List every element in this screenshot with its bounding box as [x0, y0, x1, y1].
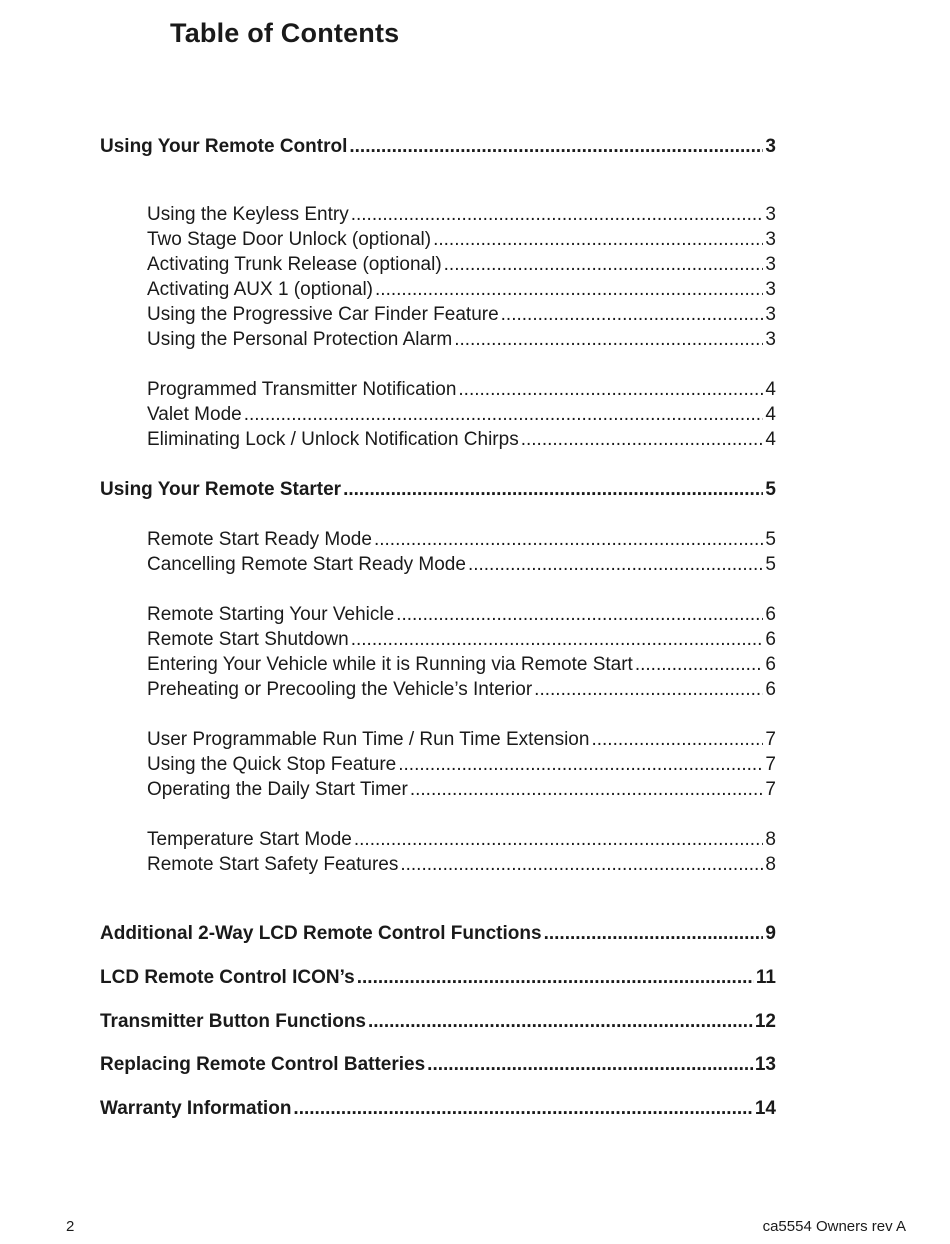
toc-entry-label: Operating the Daily Start Timer — [147, 779, 408, 800]
toc-entry-page: 6 — [765, 679, 776, 700]
toc-entry[interactable] — [147, 529, 776, 551]
toc-entry-page: 8 — [765, 854, 776, 875]
toc-entry-page: 7 — [765, 779, 776, 800]
dot-leader — [357, 967, 754, 989]
toc-entry-label: Remote Starting Your Vehicle — [147, 604, 395, 625]
toc-entry[interactable] — [147, 254, 776, 276]
dot-leader — [433, 229, 763, 251]
dot-leader — [410, 779, 764, 801]
toc-entry-label: Temperature Start Mode — [147, 829, 352, 850]
toc-entry-page: 6 — [765, 604, 776, 625]
toc-entry-page: 3 — [765, 204, 776, 225]
toc-entry[interactable] — [147, 729, 776, 751]
toc-entry[interactable] — [147, 429, 776, 451]
toc-entry-label: Using the Keyless Entry — [147, 204, 349, 225]
toc-entry[interactable] — [147, 654, 776, 676]
toc-entry-main[interactable] — [100, 967, 776, 989]
dot-leader — [349, 136, 763, 158]
dot-leader — [427, 1054, 753, 1076]
dot-leader — [293, 1098, 752, 1120]
toc-entry-label: User Programmable Run Time / Run Time Extension — [147, 729, 590, 750]
toc-entry[interactable] — [147, 854, 776, 876]
toc-entry-page: 13 — [754, 1054, 776, 1075]
dot-leader — [396, 604, 763, 626]
toc-entry-page: 12 — [754, 1011, 776, 1032]
page-title: Table of Contents — [170, 18, 400, 48]
toc-entry-page: 5 — [765, 554, 776, 575]
toc-entry[interactable] — [147, 754, 776, 776]
toc-entry-page: 8 — [765, 829, 776, 850]
toc-entry[interactable] — [147, 404, 776, 426]
toc-entry[interactable] — [147, 554, 776, 576]
toc-entry-label: Replacing Remote Control Batteries — [100, 1054, 426, 1075]
toc-entry-page: 5 — [765, 479, 776, 500]
toc-entry[interactable] — [147, 779, 776, 801]
toc-entry-label: Cancelling Remote Start Ready Mode — [147, 554, 466, 575]
toc-entry-main[interactable] — [100, 923, 776, 945]
toc-entry-main[interactable] — [100, 136, 776, 158]
dot-leader — [343, 479, 763, 501]
toc-entry-label: Using the Progressive Car Finder Feature — [147, 304, 499, 325]
dot-leader — [375, 279, 763, 301]
toc-entry-label: Warranty Information — [100, 1098, 292, 1119]
toc-entry-label: Two Stage Door Unlock (optional) — [147, 229, 432, 250]
dot-leader — [468, 554, 763, 576]
toc-entry-label: Programmed Transmitter Notification — [147, 379, 457, 400]
dot-leader — [400, 854, 763, 876]
toc-entry-label: Transmitter Button Functions — [100, 1011, 366, 1032]
toc-entry-main[interactable] — [100, 1098, 776, 1120]
toc-entry-label: Remote Start Shutdown — [147, 629, 349, 650]
toc-entry[interactable] — [147, 204, 776, 226]
toc-entry-page: 7 — [765, 754, 776, 775]
toc-entry[interactable] — [147, 329, 776, 351]
toc-entry[interactable] — [147, 604, 776, 626]
toc-entry-page: 3 — [765, 136, 776, 157]
footer-doc-id: ca5554 Owners rev A — [762, 1218, 906, 1235]
toc-entry-label: Using the Personal Protection Alarm — [147, 329, 453, 350]
toc-entry-label: Additional 2-Way LCD Remote Control Functions — [100, 923, 542, 944]
toc-entry[interactable] — [147, 629, 776, 651]
toc-entry-page: 6 — [765, 654, 776, 675]
footer-page-number: 2 — [66, 1218, 75, 1235]
toc-entry[interactable] — [147, 304, 776, 326]
dot-leader — [374, 529, 763, 551]
dot-leader — [354, 829, 764, 851]
dot-leader — [458, 379, 763, 401]
dot-leader — [534, 679, 763, 701]
toc-entry-page: 4 — [765, 379, 776, 400]
toc-entry-label: Activating AUX 1 (optional) — [147, 279, 374, 300]
toc-entry-label: Preheating or Precooling the Vehicle’s Interior — [147, 679, 533, 700]
dot-leader — [351, 629, 764, 651]
toc-entry-label: Remote Start Ready Mode — [147, 529, 372, 550]
dot-leader — [351, 204, 764, 226]
toc-entry-label: Eliminating Lock / Unlock Notification Chirps — [147, 429, 519, 450]
toc-entry-label: Using Your Remote Starter — [100, 479, 342, 500]
toc-entry-label: Entering Your Vehicle while it is Running via Remote Start — [147, 654, 633, 675]
toc-entry-label: Using the Quick Stop Feature — [147, 754, 397, 775]
toc-entry-page: 3 — [765, 304, 776, 325]
toc-entry-page: 4 — [765, 404, 776, 425]
toc-entry-main[interactable] — [100, 479, 776, 501]
toc-entry-label: Remote Start Safety Features — [147, 854, 399, 875]
toc-entry-page: 11 — [755, 967, 776, 988]
toc-entry[interactable] — [147, 679, 776, 701]
dot-leader — [398, 754, 763, 776]
toc-entry-label: LCD Remote Control ICON’s — [100, 967, 355, 988]
dot-leader — [368, 1011, 753, 1033]
dot-leader — [591, 729, 763, 751]
dot-leader — [444, 254, 764, 276]
toc-entry[interactable] — [147, 229, 776, 251]
toc-entry[interactable] — [147, 379, 776, 401]
dot-leader — [244, 404, 764, 426]
toc-entry-page: 9 — [765, 923, 776, 944]
dot-leader — [521, 429, 764, 451]
toc-entry-main[interactable] — [100, 1054, 776, 1076]
toc-entry-page: 14 — [754, 1098, 776, 1119]
toc-entry-page: 3 — [765, 279, 776, 300]
toc-entry[interactable] — [147, 829, 776, 851]
toc-entry-page: 5 — [765, 529, 776, 550]
toc-entry-page: 3 — [765, 254, 776, 275]
dot-leader — [544, 923, 764, 945]
toc-entry-page: 4 — [765, 429, 776, 450]
dot-leader — [501, 304, 764, 326]
toc-entry-page: 6 — [765, 629, 776, 650]
toc-entry-page: 7 — [765, 729, 776, 750]
toc-entry-label: Using Your Remote Control — [100, 136, 348, 157]
toc-entry-label: Valet Mode — [147, 404, 242, 425]
toc-entry-label: Activating Trunk Release (optional) — [147, 254, 442, 275]
toc-entry-page: 3 — [765, 229, 776, 250]
toc-entry-page: 3 — [765, 329, 776, 350]
toc-entry-main[interactable] — [100, 1011, 776, 1033]
toc-entry[interactable] — [147, 279, 776, 301]
dot-leader — [635, 654, 764, 676]
dot-leader — [454, 329, 763, 351]
